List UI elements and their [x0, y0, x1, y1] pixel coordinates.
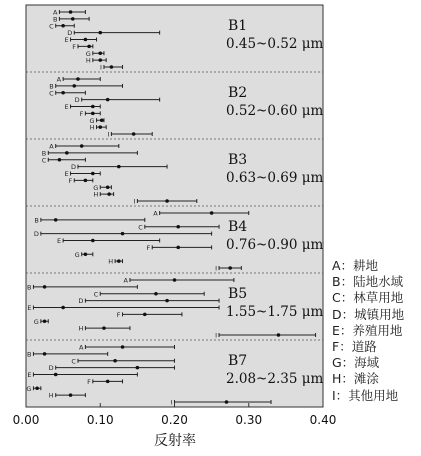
x-tick-label: 0.00	[12, 413, 40, 427]
series-label-B5-A: A	[123, 276, 128, 285]
series-label-B3-D: D	[70, 163, 76, 172]
series-label-B3-E: E	[64, 170, 69, 178]
legend-item-C: C：林草用地	[332, 290, 404, 306]
mean-point-B3-D	[117, 165, 121, 169]
legend-item-I: I：其他用地	[332, 387, 399, 403]
series-label-B5-C: C	[93, 290, 99, 299]
series-label-B5-D: D	[78, 297, 84, 306]
series-label-B7-G: G	[26, 384, 32, 393]
mean-point-B2-B	[72, 84, 76, 88]
series-label-B7-A: A	[78, 343, 84, 352]
series-label-B3-F: F	[68, 176, 73, 185]
series-label-B2-B: B	[49, 82, 54, 91]
series-label-B4-E: E	[57, 237, 62, 245]
mean-point-B7-I	[225, 400, 229, 404]
mean-point-B4-I	[228, 266, 232, 270]
series-label-B2-A: A	[56, 75, 62, 84]
mean-point-B3-G	[106, 185, 110, 189]
x-tick-label: 0.20	[161, 413, 188, 427]
mean-point-B1-H	[98, 58, 102, 62]
series-label-B7-B: B	[26, 350, 32, 359]
band-wavelength-B4: 0.76~0.90 μm	[226, 237, 324, 253]
x-tick-label: 0.30	[235, 413, 263, 427]
series-label-B2-E: E	[64, 103, 69, 111]
mean-point-B5-A	[173, 278, 177, 282]
legend-item-F: F：道路	[332, 339, 377, 355]
series-label-B3-C: C	[41, 156, 47, 165]
mean-point-B7-C	[113, 359, 117, 363]
band-name-B1: B1	[228, 18, 248, 34]
mean-point-B3-H	[107, 192, 111, 196]
mean-point-B3-I	[165, 199, 169, 203]
series-label-B3-G: G	[93, 183, 99, 192]
mean-point-B5-F	[143, 313, 147, 317]
series-label-B5-F: F	[116, 310, 121, 319]
band-wavelength-B1: 0.45~0.52 μm	[226, 36, 324, 52]
x-tick-label: 0.10	[86, 413, 114, 427]
series-label-B5-G: G	[33, 317, 39, 326]
mean-point-B5-I	[277, 333, 281, 337]
mean-point-B7-F	[106, 380, 110, 384]
series-label-B7-E: E	[27, 371, 32, 379]
series-label-B2-I: I	[107, 130, 110, 139]
series-label-B7-I: I	[170, 398, 173, 407]
mean-point-B1-C	[61, 24, 65, 28]
legend-item-B: B：陆地水域	[332, 274, 404, 290]
legend-item-D: D：城镇用地	[332, 306, 405, 322]
series-label-B7-D: D	[48, 364, 54, 373]
mean-point-B5-D	[165, 299, 169, 303]
series-label-B1-E: E	[64, 36, 69, 44]
band-name-B3: B3	[228, 152, 248, 168]
series-label-B3-B: B	[41, 149, 47, 158]
x-tick-label: 0.40	[309, 413, 337, 427]
series-label-B7-H: H	[48, 391, 54, 400]
series-label-B5-I: I	[215, 331, 218, 340]
legend-item-E: E：养殖用地	[332, 322, 403, 338]
mean-point-B4-A	[210, 211, 214, 215]
mean-point-B3-C	[58, 158, 62, 162]
mean-point-B7-B	[43, 352, 47, 356]
series-label-B5-B: B	[26, 283, 32, 292]
series-label-B4-F: F	[146, 243, 151, 252]
legend-item-G: G：海域	[332, 355, 380, 371]
series-label-B7-F: F	[87, 377, 91, 386]
series-label-B1-D: D	[67, 29, 73, 38]
series-label-B1-I: I	[100, 63, 102, 72]
mean-point-B2-E	[91, 105, 95, 109]
series-label-B2-C: C	[49, 89, 54, 98]
mean-point-B3-E	[91, 172, 95, 176]
mean-point-B1-I	[110, 65, 114, 69]
series-label-B3-H: H	[93, 190, 99, 199]
mean-point-B3-F	[84, 179, 88, 183]
series-label-B1-B: B	[52, 15, 58, 24]
series-label-B5-E: E	[27, 304, 32, 312]
mean-point-B1-A	[69, 10, 73, 14]
mean-point-B5-C	[154, 292, 158, 296]
mean-point-B4-E	[91, 239, 95, 243]
series-label-B2-F: F	[79, 109, 84, 118]
band-name-B4: B4	[228, 219, 248, 235]
legend	[332, 258, 420, 404]
mean-point-B1-E	[84, 38, 88, 42]
mean-point-B5-B	[43, 285, 47, 289]
series-label-B1-G: G	[85, 49, 91, 58]
mean-point-B4-B	[54, 218, 58, 222]
mean-point-B1-B	[71, 17, 75, 21]
mean-point-B7-D	[136, 366, 140, 370]
band-wavelength-B2: 0.52~0.60 μm	[226, 103, 324, 119]
mean-point-B3-B	[65, 151, 69, 155]
mean-point-B2-F	[91, 112, 95, 116]
legend-item-H: H：滩涂	[332, 371, 379, 387]
mean-point-B2-G	[100, 118, 104, 122]
legend-item-A: A：耕地	[332, 258, 379, 273]
series-label-B4-D: D	[33, 230, 39, 239]
series-label-B2-H: H	[89, 123, 95, 132]
band-wavelength-B5: 1.55~1.75 μm	[226, 304, 324, 320]
band-wavelength-B7: 2.08~2.35 μm	[226, 371, 324, 387]
mean-point-B1-G	[98, 51, 102, 55]
series-label-B4-B: B	[34, 216, 39, 225]
mean-point-B5-H	[102, 326, 106, 330]
series-label-B5-H: H	[78, 324, 84, 333]
band-name-B5: B5	[228, 286, 248, 302]
series-label-B4-H: H	[108, 257, 114, 266]
series-label-B3-I: I	[133, 197, 136, 206]
mean-point-B4-C	[176, 225, 180, 229]
series-label-B3-A: A	[49, 142, 54, 151]
mean-point-B3-A	[80, 144, 84, 148]
series-label-B1-C: C	[49, 22, 54, 31]
mean-point-B7-A	[121, 345, 125, 349]
x-axis-label: 反射率	[154, 433, 196, 449]
series-label-B4-C: C	[138, 223, 143, 232]
band-name-B7: B7	[228, 353, 248, 369]
mean-point-B4-H	[117, 259, 121, 263]
series-label-B2-D: D	[74, 96, 80, 105]
band-name-B2: B2	[228, 85, 248, 101]
mean-point-B2-A	[76, 77, 80, 81]
series-label-B4-G: G	[74, 250, 80, 259]
mean-point-B2-I	[132, 132, 136, 136]
mean-point-B2-D	[106, 98, 110, 102]
series-label-B2-G: G	[89, 116, 95, 125]
series-label-B1-A: A	[52, 8, 58, 17]
band-wavelength-B3: 0.63~0.69 μm	[226, 170, 324, 186]
series-label-B4-A: A	[153, 209, 158, 218]
mean-point-B1-D	[98, 31, 102, 35]
mean-point-B7-H	[69, 393, 73, 397]
mean-point-B4-F	[176, 246, 180, 250]
mean-point-B2-H	[98, 125, 102, 129]
mean-point-B4-G	[84, 252, 88, 256]
mean-point-B5-E	[61, 306, 65, 310]
mean-point-B2-C	[61, 91, 65, 95]
mean-point-B7-E	[54, 373, 58, 377]
series-label-B1-H: H	[85, 56, 91, 65]
series-label-B1-F: F	[72, 42, 76, 51]
mean-point-B1-F	[87, 45, 91, 49]
mean-point-B7-G	[35, 386, 39, 390]
series-label-B7-C: C	[71, 357, 76, 366]
mean-point-B5-G	[43, 319, 47, 323]
mean-point-B4-D	[121, 232, 125, 236]
series-label-B4-I: I	[215, 264, 218, 273]
